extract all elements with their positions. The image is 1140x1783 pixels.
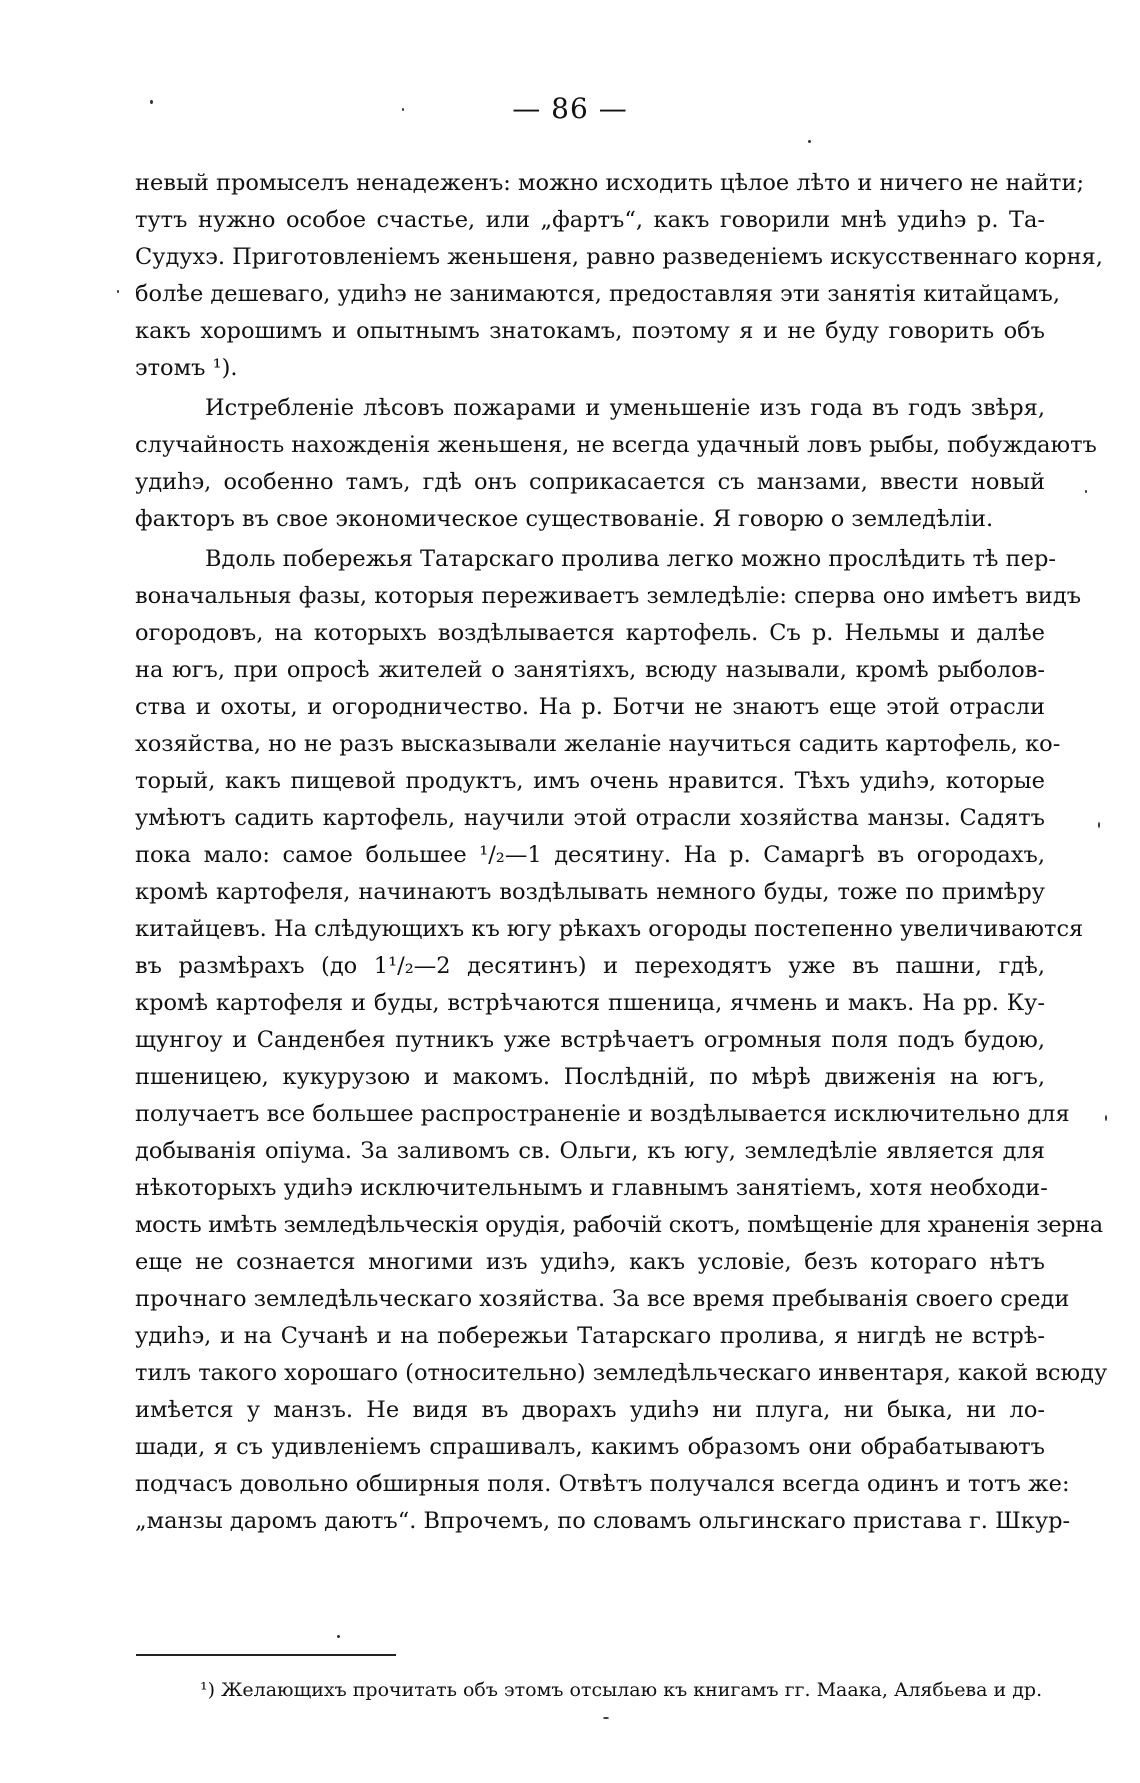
scan-speck [150, 100, 153, 104]
text-line: пшеницею, кукурузою и макомъ. Послѣдній, по мѣрѣ движенія на югъ, [135, 1064, 1045, 1090]
paragraph [135, 541, 1108, 1540]
text-line: имѣется у манзъ. Не видя въ дворахъ удиһэ ни плуга, ни быка, ни ло- [135, 1397, 1045, 1423]
text-line: пока мало: самое большее ¹/₂—1 десятину. На р. Самаргѣ въ огородахъ, [135, 842, 1045, 868]
scan-speck [1085, 490, 1087, 493]
scan-speck [117, 290, 119, 293]
body-text [135, 165, 1108, 1543]
scan-speck [1098, 822, 1100, 828]
text-line: торый, какъ пищевой продуктъ, имъ очень нравится. Тѣхъ удиһэ, которые [135, 768, 1045, 794]
text-line: факторъ въ свое экономическое существованіе. Я говорю о земледѣліи. [135, 506, 994, 532]
text-line: хозяйства, но не разъ высказывали желаніе научиться садить картофель, ко- [135, 731, 1061, 757]
text-line: случайность нахожденія женьшеня, не всегда удачный ловъ рыбы, побуждаютъ [135, 432, 1097, 458]
text-line: нѣкоторыхъ удиһэ исключительнымъ и главнымъ занятіемъ, хотя необходи- [135, 1175, 1048, 1201]
text-line: ства и охоты, и огородничество. На р. Ботчи не знаютъ еще этой отрасли [135, 694, 1045, 720]
page-number: — 86 — [512, 92, 628, 125]
text-line: невый промыселъ ненадеженъ: можно исходить цѣлое лѣто и ничего не найти; [135, 170, 1085, 196]
text-line: еще не сознается многими изъ удиһэ, какъ условіе, безъ котораго нѣтъ [135, 1249, 1045, 1275]
text-line: „манзы даромъ даютъ“. Впрочемъ, по словамъ ольгинскаго пристава г. Шкур- [135, 1508, 1071, 1534]
text-line: кромѣ картофеля, начинаютъ воздѣлывать немного буды, тоже по примѣру [135, 879, 1045, 905]
text-line: тутъ нужно особое счастье, или „фартъ“, какъ говорили мнѣ удиһэ р. Та- [135, 207, 1045, 233]
text-line: этомъ ¹). [135, 355, 238, 381]
text-line: щунгоу и Санденбея путникъ уже встрѣчаетъ огромныя поля подъ будою, [135, 1027, 1045, 1053]
footnote: ¹) Желающихъ прочитать объ этомъ отсылаю къ книгамъ гг. Маака, Алябьева и др. [200, 1679, 1043, 1701]
text-line: Вдоль побережья Татарскаго пролива легко можно прослѣдить тѣ пер- [205, 546, 1056, 572]
text-line: воначальныя фазы, которыя переживаетъ земледѣліе: сперва оно имѣетъ видъ [135, 583, 1082, 609]
text-line: въ размѣрахъ (до 1¹/₂—2 десятинъ) и переходятъ уже въ пашни, гдѣ, [135, 953, 1045, 979]
paragraph [135, 165, 1103, 387]
text-line: китайцевъ. На слѣдующихъ къ югу рѣкахъ огороды постепенно увеличиваются [135, 916, 1084, 942]
text-line: шади, я съ удивленіемъ спрашивалъ, какимъ образомъ они обрабатываютъ [135, 1434, 1045, 1460]
text-line: удиһэ, и на Сучанѣ и на побережьи Татарскаго пролива, я нигдѣ не встрѣ- [135, 1323, 1045, 1349]
text-line: мость имѣть земледѣльческія орудія, рабочій скотъ, помѣщеніе для храненія зерна [135, 1212, 1103, 1238]
text-line: тилъ такого хорошаго (относительно) земледѣльческаго инвентаря, какой всюду [135, 1360, 1108, 1386]
footnote-divider [136, 1654, 396, 1656]
text-line: какъ хорошимъ и опытнымъ знатокамъ, поэтому я и не буду говорить объ [135, 318, 1045, 344]
scan-speck [1105, 1115, 1107, 1121]
text-line: добыванія опіума. За заливомъ св. Ольги, къ югу, земледѣліе является для [135, 1138, 1045, 1164]
text-line: болѣе дешеваго, удиһэ не занимаются, предоставляя эти занятія китайцамъ, [135, 281, 1060, 307]
scan-speck [337, 1635, 340, 1638]
paragraph [135, 390, 1097, 538]
scan-speck [603, 1717, 609, 1719]
text-line: Истребленіе лѣсовъ пожарами и уменьшеніе изъ года въ годъ звѣря, [205, 395, 1045, 421]
text-line: Судухэ. Приготовленіемъ женьшеня, равно разведеніемъ искусственнаго корня, [135, 244, 1103, 270]
text-line: получаетъ все большее распространеніе и воздѣлывается исключительно для [135, 1101, 1070, 1127]
scan-speck [808, 140, 811, 143]
text-line: прочнаго земледѣльческаго хозяйства. За все время пребыванія своего среди [135, 1286, 1070, 1312]
text-line: кромѣ картофеля и буды, встрѣчаются пшеница, ячмень и макъ. На рр. Ку- [135, 990, 1045, 1016]
text-line: умѣютъ садить картофель, научили этой отрасли хозяйства манзы. Садятъ [135, 805, 1045, 831]
scan-speck [402, 108, 404, 111]
text-line: удиһэ, особенно тамъ, гдѣ онъ соприкасается съ манзами, ввести новый [135, 469, 1045, 495]
text-line: огородовъ, на которыхъ воздѣлывается картофель. Съ р. Нельмы и далѣе [135, 620, 1045, 646]
text-line: подчасъ довольно обширныя поля. Отвѣтъ получался всегда одинъ и тотъ же: [135, 1471, 1070, 1497]
text-line: на югъ, при опросѣ жителей о занятіяхъ, всюду называли, кромѣ рыболов- [135, 657, 1045, 683]
